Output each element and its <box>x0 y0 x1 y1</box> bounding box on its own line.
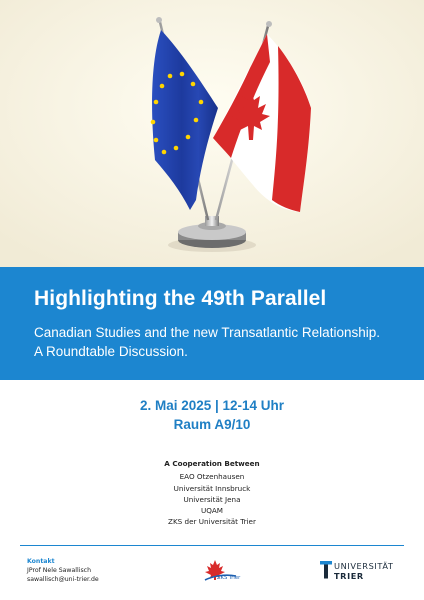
partner-item: Universität Jena <box>183 494 241 504</box>
uni-logo-line1: UNIVERSITÄT <box>334 561 394 571</box>
contact-email[interactable]: sawallisch@uni-trier.de <box>27 576 99 584</box>
flags-illustration <box>0 0 424 267</box>
subtitle-line-2: A Roundtable Discussion. <box>34 344 188 359</box>
uni-logo-line2: TRIER <box>334 571 364 581</box>
partner-item: ZKS der Universität Trier <box>168 517 256 527</box>
contact-label: Kontakt <box>27 558 55 565</box>
zks-logo-text: ZKS Trier <box>217 575 241 581</box>
university-trier-logo-text <box>334 561 394 581</box>
hero-image <box>0 0 424 267</box>
footer-divider <box>20 545 404 546</box>
cooperation-block <box>110 458 314 528</box>
contact-name: JProf Nele Sawallisch <box>27 567 91 575</box>
partner-item: UQAM <box>200 506 224 516</box>
event-date: 2. Mai 2025 | 12-14 Uhr <box>139 398 285 413</box>
partner-item: Universität Innsbruck <box>173 483 251 493</box>
subtitle-line-1: Canadian Studies and the new Transatlantic Relationship. <box>34 325 380 340</box>
contact-block <box>27 557 99 585</box>
zks-logo <box>203 558 241 584</box>
partner-item: EAO Otzenhausen <box>179 472 245 482</box>
university-trier-logo-icon <box>320 561 332 579</box>
page-title: Highlighting the 49th Parallel <box>34 287 327 310</box>
event-room: Raum A9/10 <box>173 417 251 432</box>
page-subtitle <box>34 323 404 361</box>
cooperation-heading: A Cooperation Between <box>164 459 260 468</box>
